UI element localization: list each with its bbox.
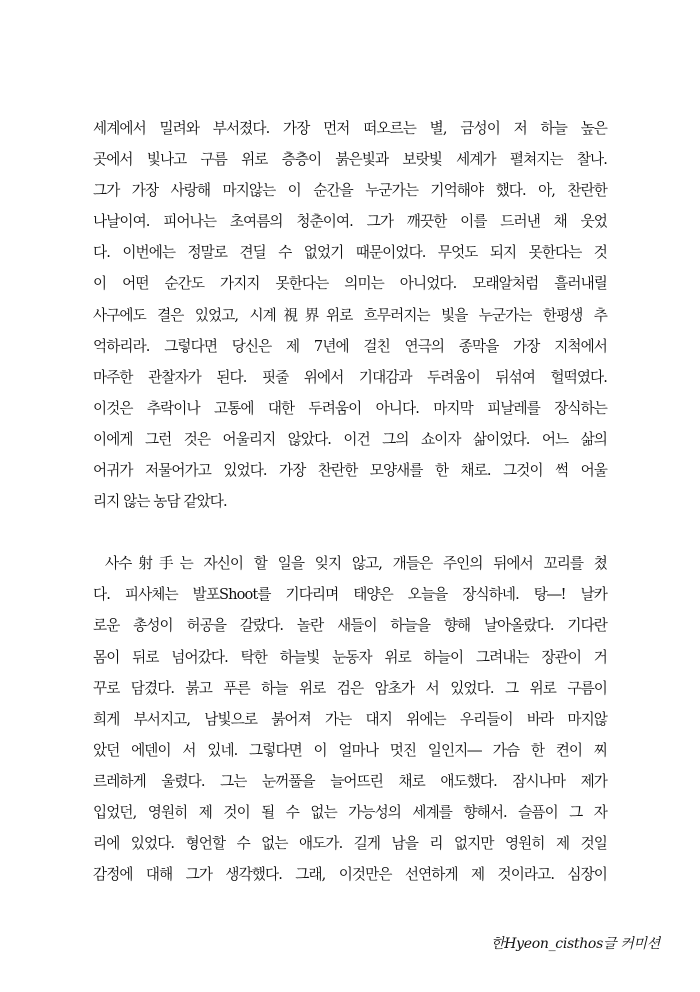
commission-signature: 한Hyeon_cisthos글 커미션 [491,936,660,952]
text-line: 다. 이번에는 정말로 견딜 수 없었기 때문이었다. 무엇도 되지 못한다는 것 [93,244,607,262]
text-line: 몸이 뒤로 넘어갔다. 탁한 하늘빛 눈동자 위로 하늘이 그려내는 장관이 거 [93,648,607,666]
text-line: 리에 있었다. 형언할 수 없는 애도가. 길게 남을 리 없지만 영원히 제 것일 [93,835,607,853]
text-line: 리지 않는 농담 같았다. [93,493,227,511]
text-line: 이에게 그런 것은 어울리지 않았다. 이건 그의 쇼이자 삶이었다. 어느 삶의 [93,430,607,448]
text-line: 이것은 추락이나 고통에 대한 두려움이 아니다. 마지막 피날레를 장식하는 [93,399,607,417]
text-line: 르레하게 울렸다. 그는 눈꺼풀을 늘어뜨린 채로 애도했다. 잠시나마 제가 [93,772,607,790]
text-line: 사구에도 결은 있었고, 시계視界위로 흐무러지는 빛을 누군가는 한평생 추 [93,306,607,324]
text-line: 희게 부서지고, 남빛으로 붉어져 가는 대지 위에는 우리들이 바라 마지않 [93,710,607,728]
paragraph-2 [93,548,607,890]
text-line: 어귀가 저물어가고 있었다. 가장 찬란한 모양새를 한 채로. 그것이 썩 어울 [93,462,607,480]
text-line: 곳에서 빛나고 구름 위로 층층이 붉은빛과 보랏빛 세계가 펼쳐지는 찰나. [93,151,607,169]
text-line: 사수射手는 자신이 할 일을 잊지 않고, 개들은 주인의 뒤에서 꼬리를 쳤 [105,555,607,573]
text-line: 로운 총성이 허공을 갈랐다. 놀란 새들이 하늘을 향해 날아올랐다. 기다란 [93,617,607,635]
text-line: 그가 가장 사랑해 마지않는 이 순간을 누군가는 기억해야 했다. 아, 찬란한 [93,182,607,200]
text-line: 세계에서 밀려와 부서졌다. 가장 먼저 떠오르는 별, 금성이 저 하늘 높은 [93,120,607,137]
text-line: 감정에 대해 그가 생각했다. 그래, 이것만은 선연하게 제 것이라고. 심장이 [93,866,607,884]
text-line: 마주한 관찰자가 된다. 핏줄 위에서 기대감과 두려움이 뒤섞여 헐떡였다. [93,368,607,386]
text-line: 꾸로 담겼다. 붉고 푸른 하늘 위로 검은 암초가 서 있었다. 그 위로 구름이 [93,679,607,697]
paragraph-1 [93,113,607,517]
text-line: 았던 에덴이 서 있네. 그렇다면 이 얼마나 멋진 일인지― 가슴 한 켠이 찌 [93,741,607,759]
body-text [93,113,607,890]
text-line: 이 어떤 순간도 가지지 못한다는 의미는 아니었다. 모래알처럼 흘러내릴 [93,275,607,293]
text-line: 다. 피사체는 발포Shoot를 기다리며 태양은 오늘을 장식하네. 탕―! 날카 [93,586,607,604]
text-line: 입었던, 영원히 제 것이 될 수 없는 가능성의 세계를 향해서. 슬픔이 그 자 [93,803,607,821]
text-line: 나날이여. 피어나는 초여름의 청춘이여. 그가 깨끗한 이를 드러낸 채 웃었 [93,213,607,231]
text-line: 억하리라. 그렇다면 당신은 제 7년에 걸친 연극의 종막을 가장 지척에서 [93,337,607,355]
